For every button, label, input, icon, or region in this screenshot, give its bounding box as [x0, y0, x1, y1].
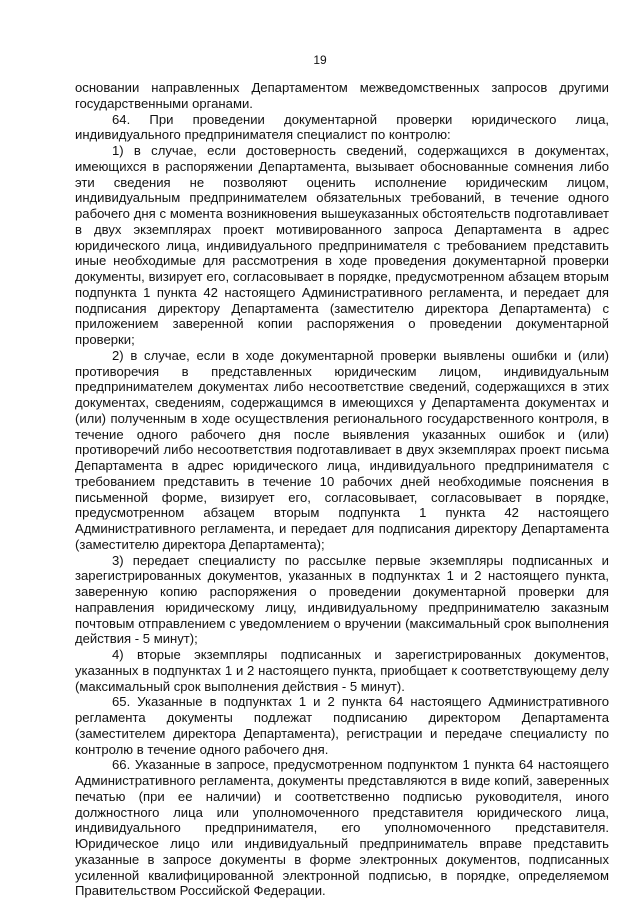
- paragraph-65: 65. Указанные в подпунктах 1 и 2 пункта 64 настоящего Административного регламента документы подлежат подписанию директором Департамента (заместителем директора Департамента), регистрации и передаче специалисту по контролю в течение одного рабочего дня.: [75, 694, 609, 757]
- document-body: [75, 80, 609, 899]
- page-number: 19: [313, 53, 327, 67]
- paragraph-64-subitem-3: 3) передает специалисту по рассылке первые экземпляры подписанных и зарегистрированных документов, указанных в подпунктах 1 и 2 настоящего пункта, заверенную копию распоряжения о проведении документарной проверки для направления юридическому лицу, индивидуальному предпринимателю заказным почтовым отправлением с уведомлением о вручении (максимальный срок выполнения действия - 5 минут);: [75, 552, 609, 647]
- paragraph-64-subitem-4: 4) вторые экземпляры подписанных и зарегистрированных документов, указанных в подпунктах 1 и 2 настоящего пункта, приобщает к соответствующему делу (максимальный срок выполнения действия - 5 минут).: [75, 647, 609, 694]
- paragraph-66: 66. Указанные в запросе, предусмотренном подпунктом 1 пункта 64 настоящего Административного регламента, документы представляются в виде копий, заверенных печатью (при ее наличии) и соответственно подписью руководителя, иного должностного лица или уполномоченного представителя юридического лица, индивидуального предпринимателя, его уполномоченного представителя. Юридическое лицо или индивидуальный предприниматель вправе представить указанные в запросе документы в форме электронных документов, подписанных усиленной квалифицированной электронной подписью, в порядке, определяемом Правительством Российской Федерации.: [75, 757, 609, 899]
- paragraph-64-subitem-2: 2) в случае, если в ходе документарной проверки выявлены ошибки и (или) противоречия в представленных юридическим лицом, индивидуальным предпринимателем документах либо несоответствие сведений, содержащихся в этих документах, сведениям, содержащимся в имеющихся у Департамента документах и (или) полученным в ходе осуществления регионального государственного контроля, в течение одного рабочего дня после выявления указанных ошибок и (или) противоречий либо несоответствия подготавливает в двух экземплярах проект письма Департамента в адрес юридического лица, индивидуального предпринимателя с требованием представить в течение 10 рабочих дней необходимые пояснения в письменной форме, визирует его, согласовывает, согласовывает в порядке, предусмотренном абзацем вторым подпункта 1 пункта 42 настоящего Административного регламента, и передает для подписания директору Департамента (заместителю директора Департамента);: [75, 347, 609, 552]
- paragraph-64-subitem-1: 1) в случае, если достоверность сведений, содержащихся в документах, имеющихся в распоряжении Департамента, вызывает обоснованные сомнения либо эти сведения не позволяют оценить исполнение юридическим лицом, индивидуальным предпринимателем обязательных требований, в течение одного рабочего дня с момента возникновения вышеуказанных обстоятельств подготавливает в двух экземплярах проект мотивированного запроса Департамента в адрес юридического лица, индивидуального предпринимателя с требованием представить иные необходимые для рассмотрения в ходе проведения документарной проверки документы, визирует его, согласовывает в порядке, предусмотренном абзацем вторым подпункта 1 пункта 42 настоящего Административного регламента, и передает для подписания директору Департамента (заместителю директора Департамента) с приложением заверенной копии распоряжения о проведении документарной проверки;: [75, 143, 609, 347]
- paragraph-64: 64. При проведении документарной проверки юридического лица, индивидуального предпринимателя специалист по контролю:: [75, 111, 609, 143]
- paragraph-continuation: основании направленных Департаментом межведомственных запросов другими государственными органами.: [75, 80, 609, 111]
